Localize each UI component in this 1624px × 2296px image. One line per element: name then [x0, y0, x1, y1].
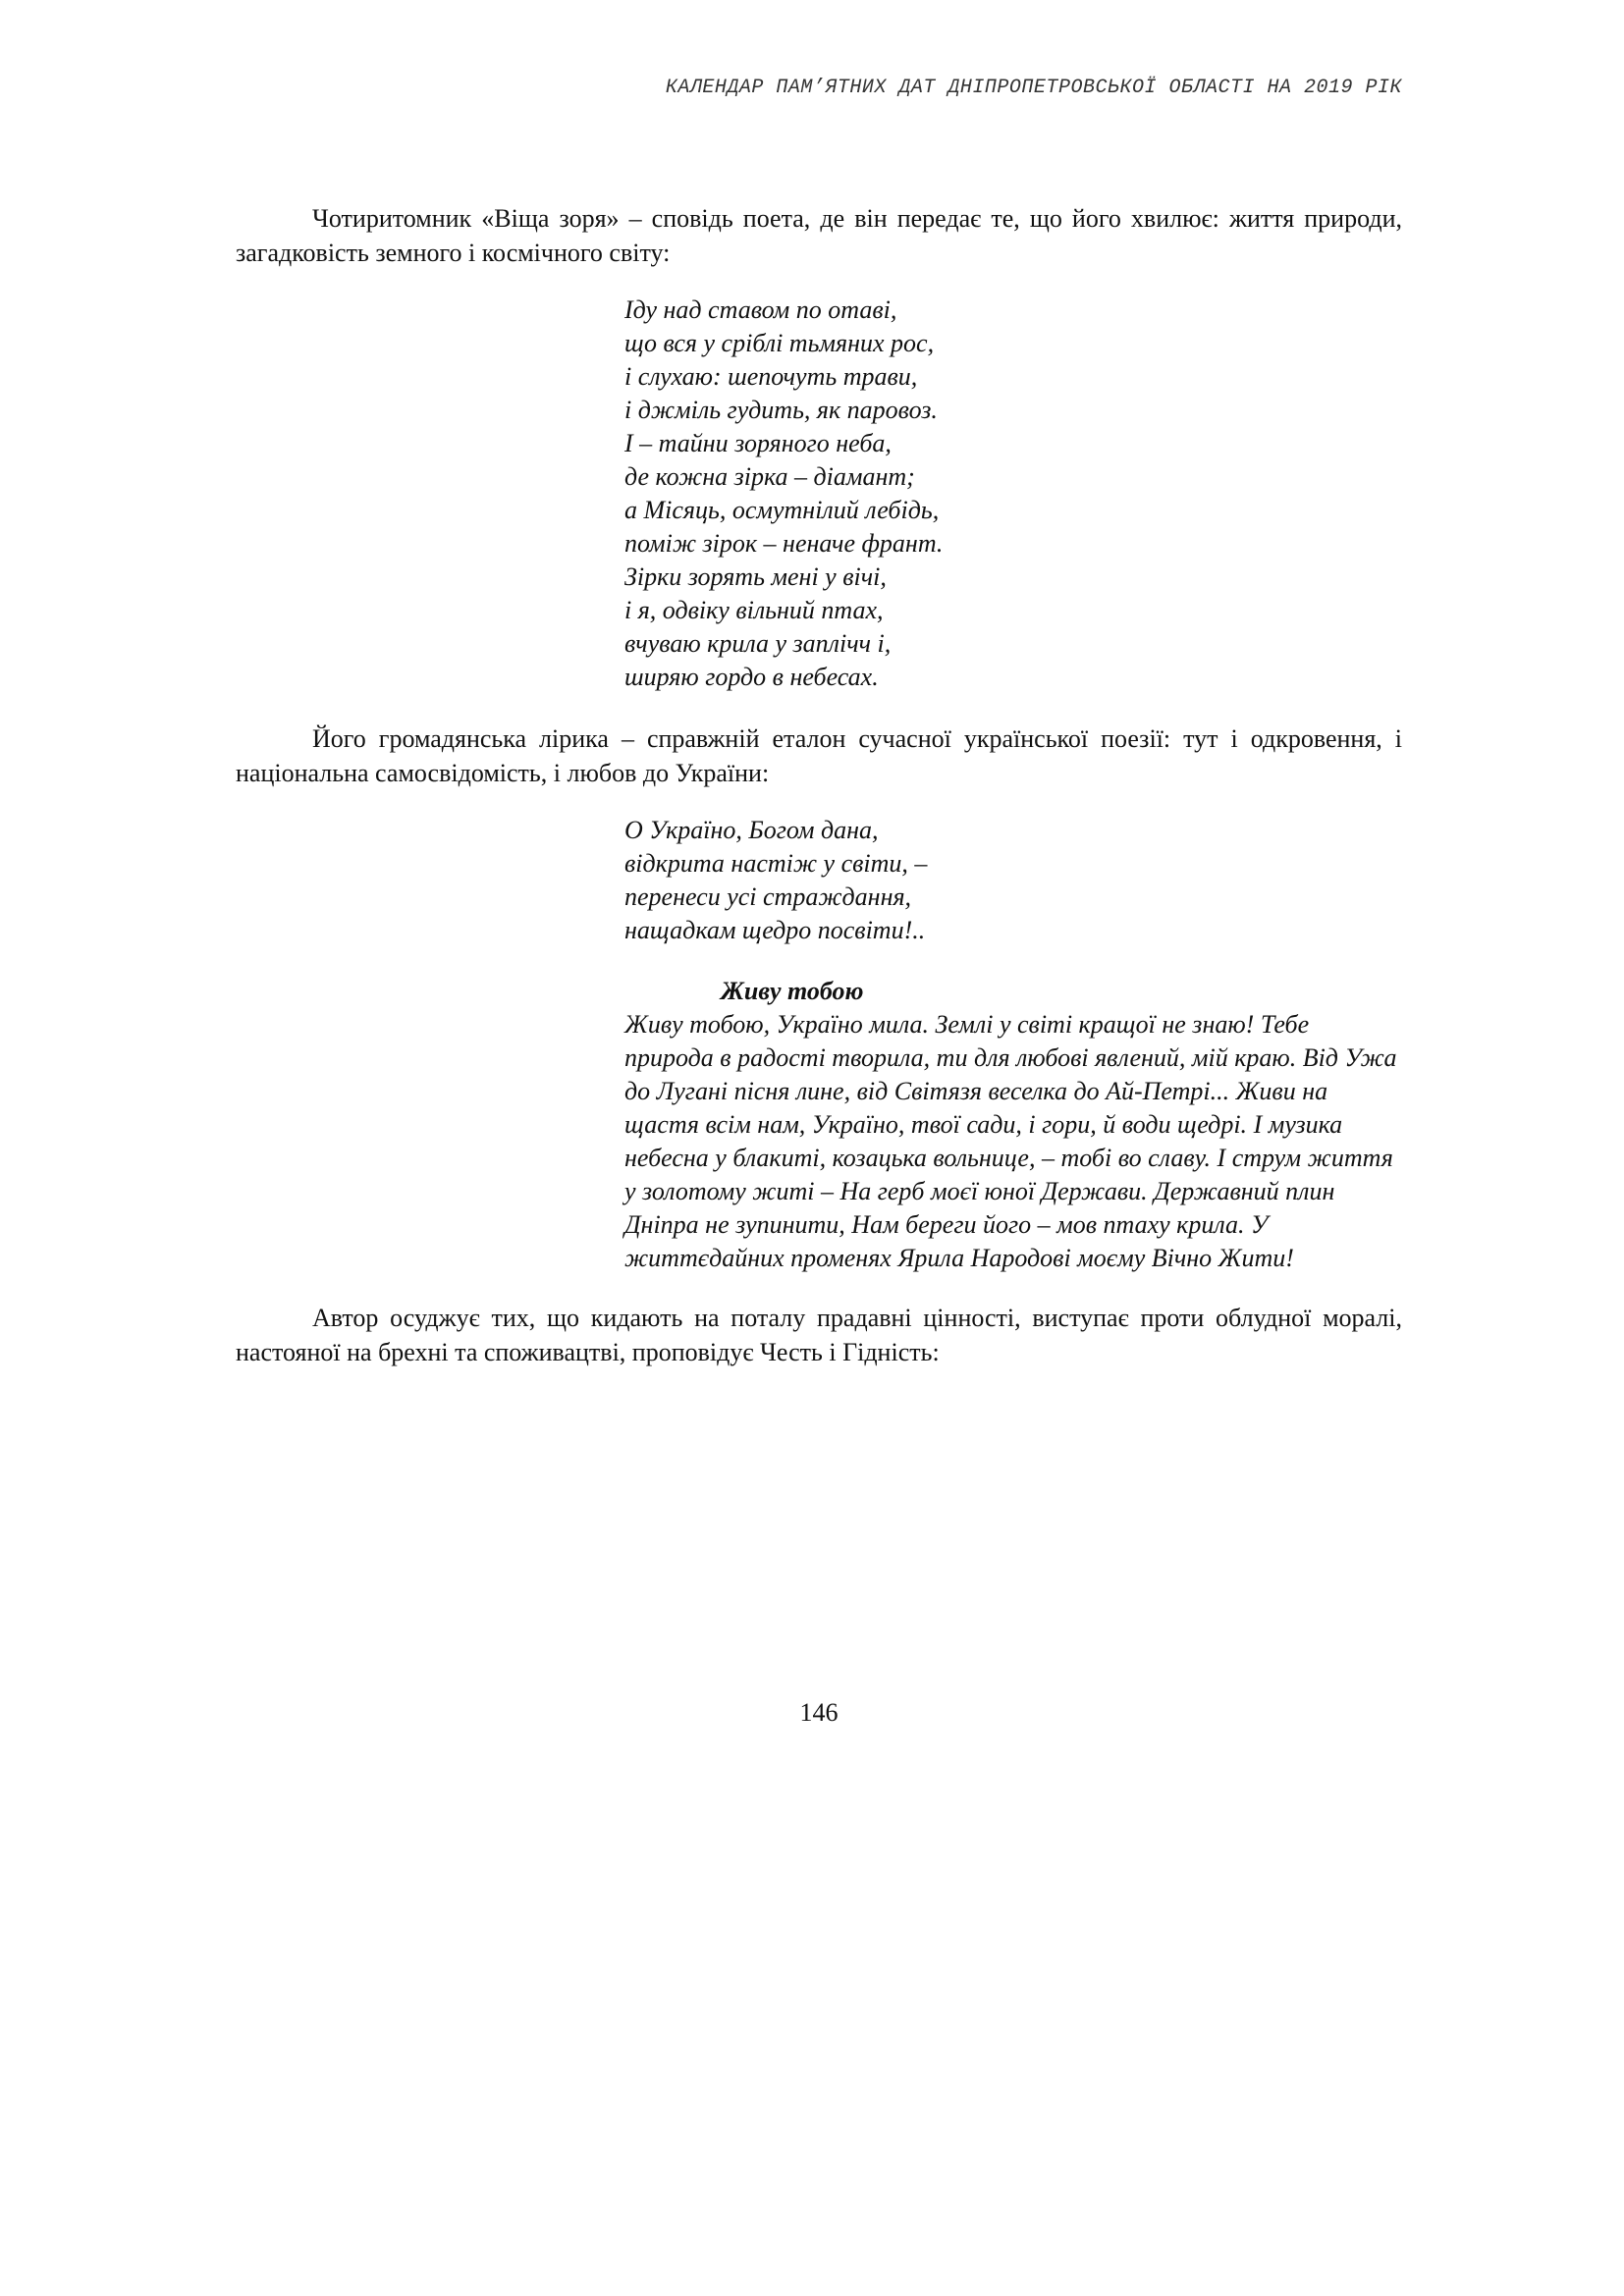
poem-line: і слухаю: шепочуть трави, [624, 362, 918, 391]
poem-line: а Місяць, осмутнілий лебідь, [624, 496, 940, 524]
poem-excerpt-vishcha-zorya [624, 294, 1402, 694]
poem-line: Народові моєму Вічно Жити! [970, 1244, 1294, 1272]
poem-line: Іду над ставом по отаві, [624, 295, 897, 324]
poem-line: Живи на щастя всім нам, Україно, [624, 1077, 1328, 1139]
poem-line: ти для любові явлений, мій краю. [936, 1043, 1297, 1072]
poem-line: ширяю гордо в небесах. [624, 663, 879, 691]
paragraph-civic-lyrics: Його громадянська лірика – справжній еталон сучасної української поезії: тут і одкровення, і національна самосвідомість, і любов до України: [236, 724, 1402, 787]
paragraph-author-condemns: Автор осуджує тих, що кидають на поталу прадавні цінності, виступає проти облудної моралі, настояної на брехні та споживацтві, проповідує Честь і Гідність: [236, 1304, 1402, 1366]
poem-line: Від Ужа до Лугані пісня лине, [624, 1043, 1397, 1105]
poem-line: Живу тобою, Україно мила. [624, 1010, 930, 1039]
poem-line: нащадкам щедро посвіти!.. [624, 916, 926, 944]
poem-line: перенеси усі страждання, [624, 882, 912, 911]
poem-line: І – тайни зоряного неба, [624, 429, 892, 457]
poem-line: де кожна зірка – діамант; [624, 462, 915, 491]
paragraph-intro-vishcha-zorya: Чотиритомник «Віща зоря» – сповідь поета, де він передає те, що його хвилює: життя природи, загадковість земного і космічного світу: [236, 204, 1402, 267]
poem-line: Землі у світі кращої не знаю! [935, 1010, 1255, 1039]
poem-line: козацька вольнице, – тобі во славу. [832, 1144, 1212, 1172]
poem-line: Державний плин Дніпра не зупинити, [624, 1177, 1335, 1239]
poem-line: поміж зірок – неначе франт. [624, 529, 944, 558]
page-number: 146 [799, 1698, 839, 1727]
poem-line: О Україно, Богом дана, [624, 816, 879, 844]
poem-title: Живу тобою [721, 977, 864, 1005]
poem-line: Зірки зорять мені у вічі, [624, 562, 887, 591]
poem-line: У життєдайних променях Ярила [624, 1210, 1269, 1272]
poem-line: На герб моєї юної Держави. [839, 1177, 1148, 1205]
poem-line: твої сади, і гори, й води щедрі. [910, 1110, 1248, 1139]
page-body [236, 201, 1402, 1393]
running-header: КАЛЕНДАР ПАМ’ЯТНИХ ДАТ ДНІПРОПЕТРОВСЬКОЇ ОБЛАСТІ НА 2019 РІК [665, 77, 1402, 99]
poem-excerpt-o-ukraino [624, 814, 1402, 947]
poem-line: і джміль гудить, як паровоз. [624, 396, 938, 424]
poem-line: Нам береги його – мов птаху крила. [851, 1210, 1245, 1239]
poem-line: і я, одвіку вільний птах, [624, 596, 884, 624]
poem-line: І музика небесна у блакиті, [624, 1110, 1343, 1172]
poem-line: Тебе природа в радості творила, [624, 1010, 1310, 1072]
poem-line: вчуваю крила у заплічч і, [624, 629, 892, 658]
poem-line: відкрита настіж у світи, – [624, 849, 928, 878]
poem-line: І струм життя у золотому житі – [624, 1144, 1393, 1205]
header-divider [236, 120, 1402, 121]
poem-line: від Світязя веселка до Ай-Петрі... [856, 1077, 1230, 1105]
poem-zhyvu-toboyu [624, 975, 1402, 1275]
poem-line: що вся у сріблі тьмяних рос, [624, 329, 935, 357]
